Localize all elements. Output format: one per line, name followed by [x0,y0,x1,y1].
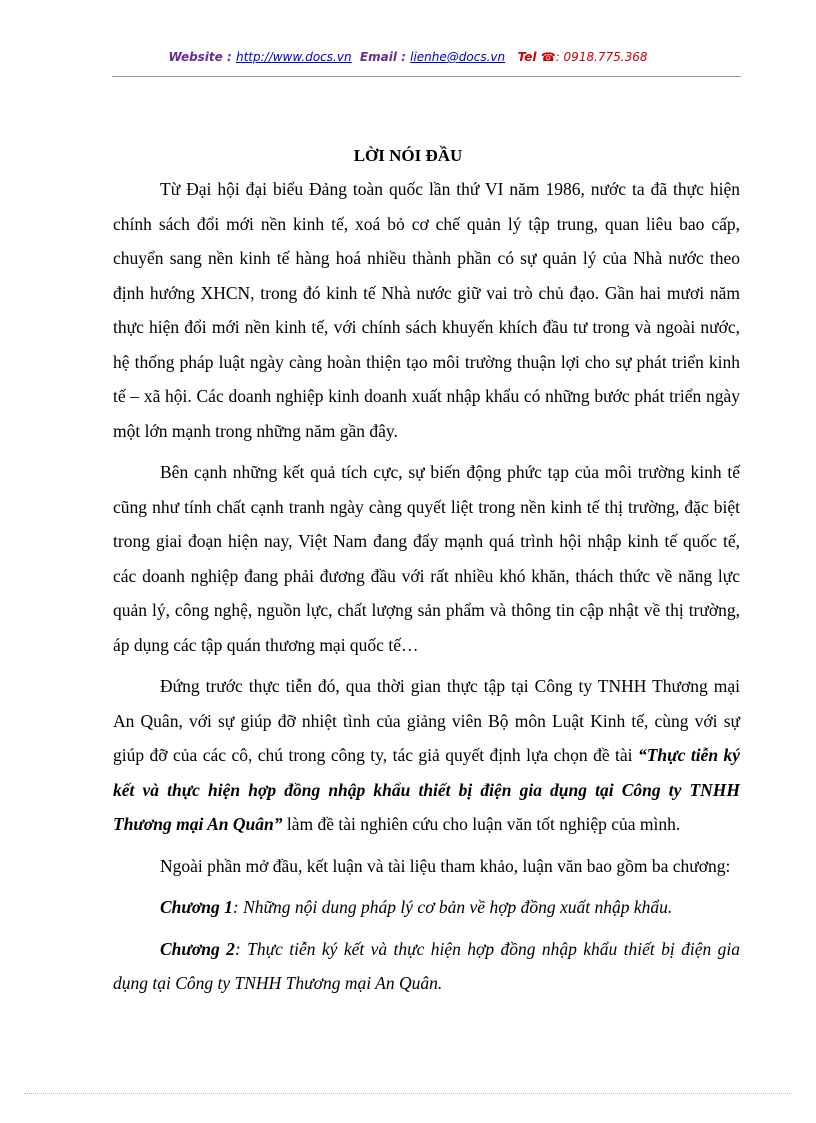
email-label: Email : [359,50,406,64]
website-link[interactable]: http://www.docs.vn [235,50,352,64]
tel-label: Tel [517,50,537,64]
chapter-2-text: : Thực tiễn ký kết và thực hiện hợp đồng nhập khẩu thiết bị điện gia dụng tại Công ty TNHH Thương mại An Quân. [113,938,741,993]
chapter-1-text: : Những nội dung pháp lý cơ bản về hợp đồng xuất nhập khẩu. [232,897,673,917]
footer-divider [24,1093,792,1094]
chapter-1-label: Chương 1 [160,897,233,917]
website-label: Website : [168,50,232,64]
paragraph-2: Bên cạnh những kết quả tích cực, sự biến động phức tạp của môi trường kinh tế cũng như tính chất cạnh tranh ngày càng quyết liệt trong nền kinh tế thị trường, đặc biệt trong giai đoạn hiện nay, Việt Nam đang đẩy mạnh quá trình hội nhập kinh tế quốc tế, các doanh nghiệp đang phải đương đầu với rất nhiều khó khăn, thách thức về năng lực quản lý, công nghệ, nguồn lực, chất lượng sản phẩm và thông tin cập nhật về thị trường, áp dụng các tập quán thương mại quốc tế… [113,462,740,655]
email-link[interactable]: lienhe@docs.vn [410,50,506,64]
tel-number: : 0918.775.368 [555,50,648,64]
chapter-2-label: Chương 2 [160,938,235,959]
paragraph-3-end: làm đề tài nghiên cứu cho luận văn tốt nghiệp của mình. [282,814,681,834]
chapter-2-item [113,932,740,1001]
paragraph-3 [113,669,740,842]
page-header [0,50,816,64]
paragraph-3-start: Đứng trước thực tiễn đó, qua thời gian thực tập tại Công ty TNHH Thương mại An Quân, với sự giúp đỡ nhiệt tình của giảng viên Bộ môn Luật Kinh tế, cùng với sự giúp đỡ của các cô, chú trong công ty, tác giả quyết định lựa chọn đề tài [113,676,740,765]
paragraph-4: Ngoài phần mở đầu, kết luận và tài liệu tham khảo, luận văn bao gồm ba chương: [160,855,731,876]
page-title: LỜI NÓI ĐẦU [353,146,463,165]
paragraph-1: Từ Đại hội đại biểu Đảng toàn quốc lần thứ VI năm 1986, nước ta đã thực hiện chính sách đổi mới nền kinh tế, xoá bỏ cơ chế quản lý tập trung, quan liêu bao cấp, chuyển sang nền kinh tế hàng hoá nhiều thành phần có sự quản lý của Nhà nước theo định hướng XHCN, trong đó kinh tế Nhà nước giữ vai trò chủ đạo. Gần hai mươi năm thực hiện đổi mới nền kinh tế, với chính sách khuyến khích đầu tư trong và ngoài nước, hệ thống pháp luật ngày càng hoàn thiện tạo môi trường thuận lợi cho sự phát triển kinh tế – xã hội. Các doanh nghiệp kinh doanh xuất nhập khẩu có những bước phát triển ngày một lớn mạnh trong những năm gần đây. [113,179,740,441]
document-body [113,172,740,1008]
phone-icon: ☎ [540,50,556,64]
chapter-1-item [113,890,740,925]
thesis-title: “Thực tiễn ký kết và thực hiện hợp đồng nhập khẩu thiết bị điện gia dụng tại Công ty TNHH Thương mại An Quân” [113,745,741,834]
header-divider [112,76,741,77]
